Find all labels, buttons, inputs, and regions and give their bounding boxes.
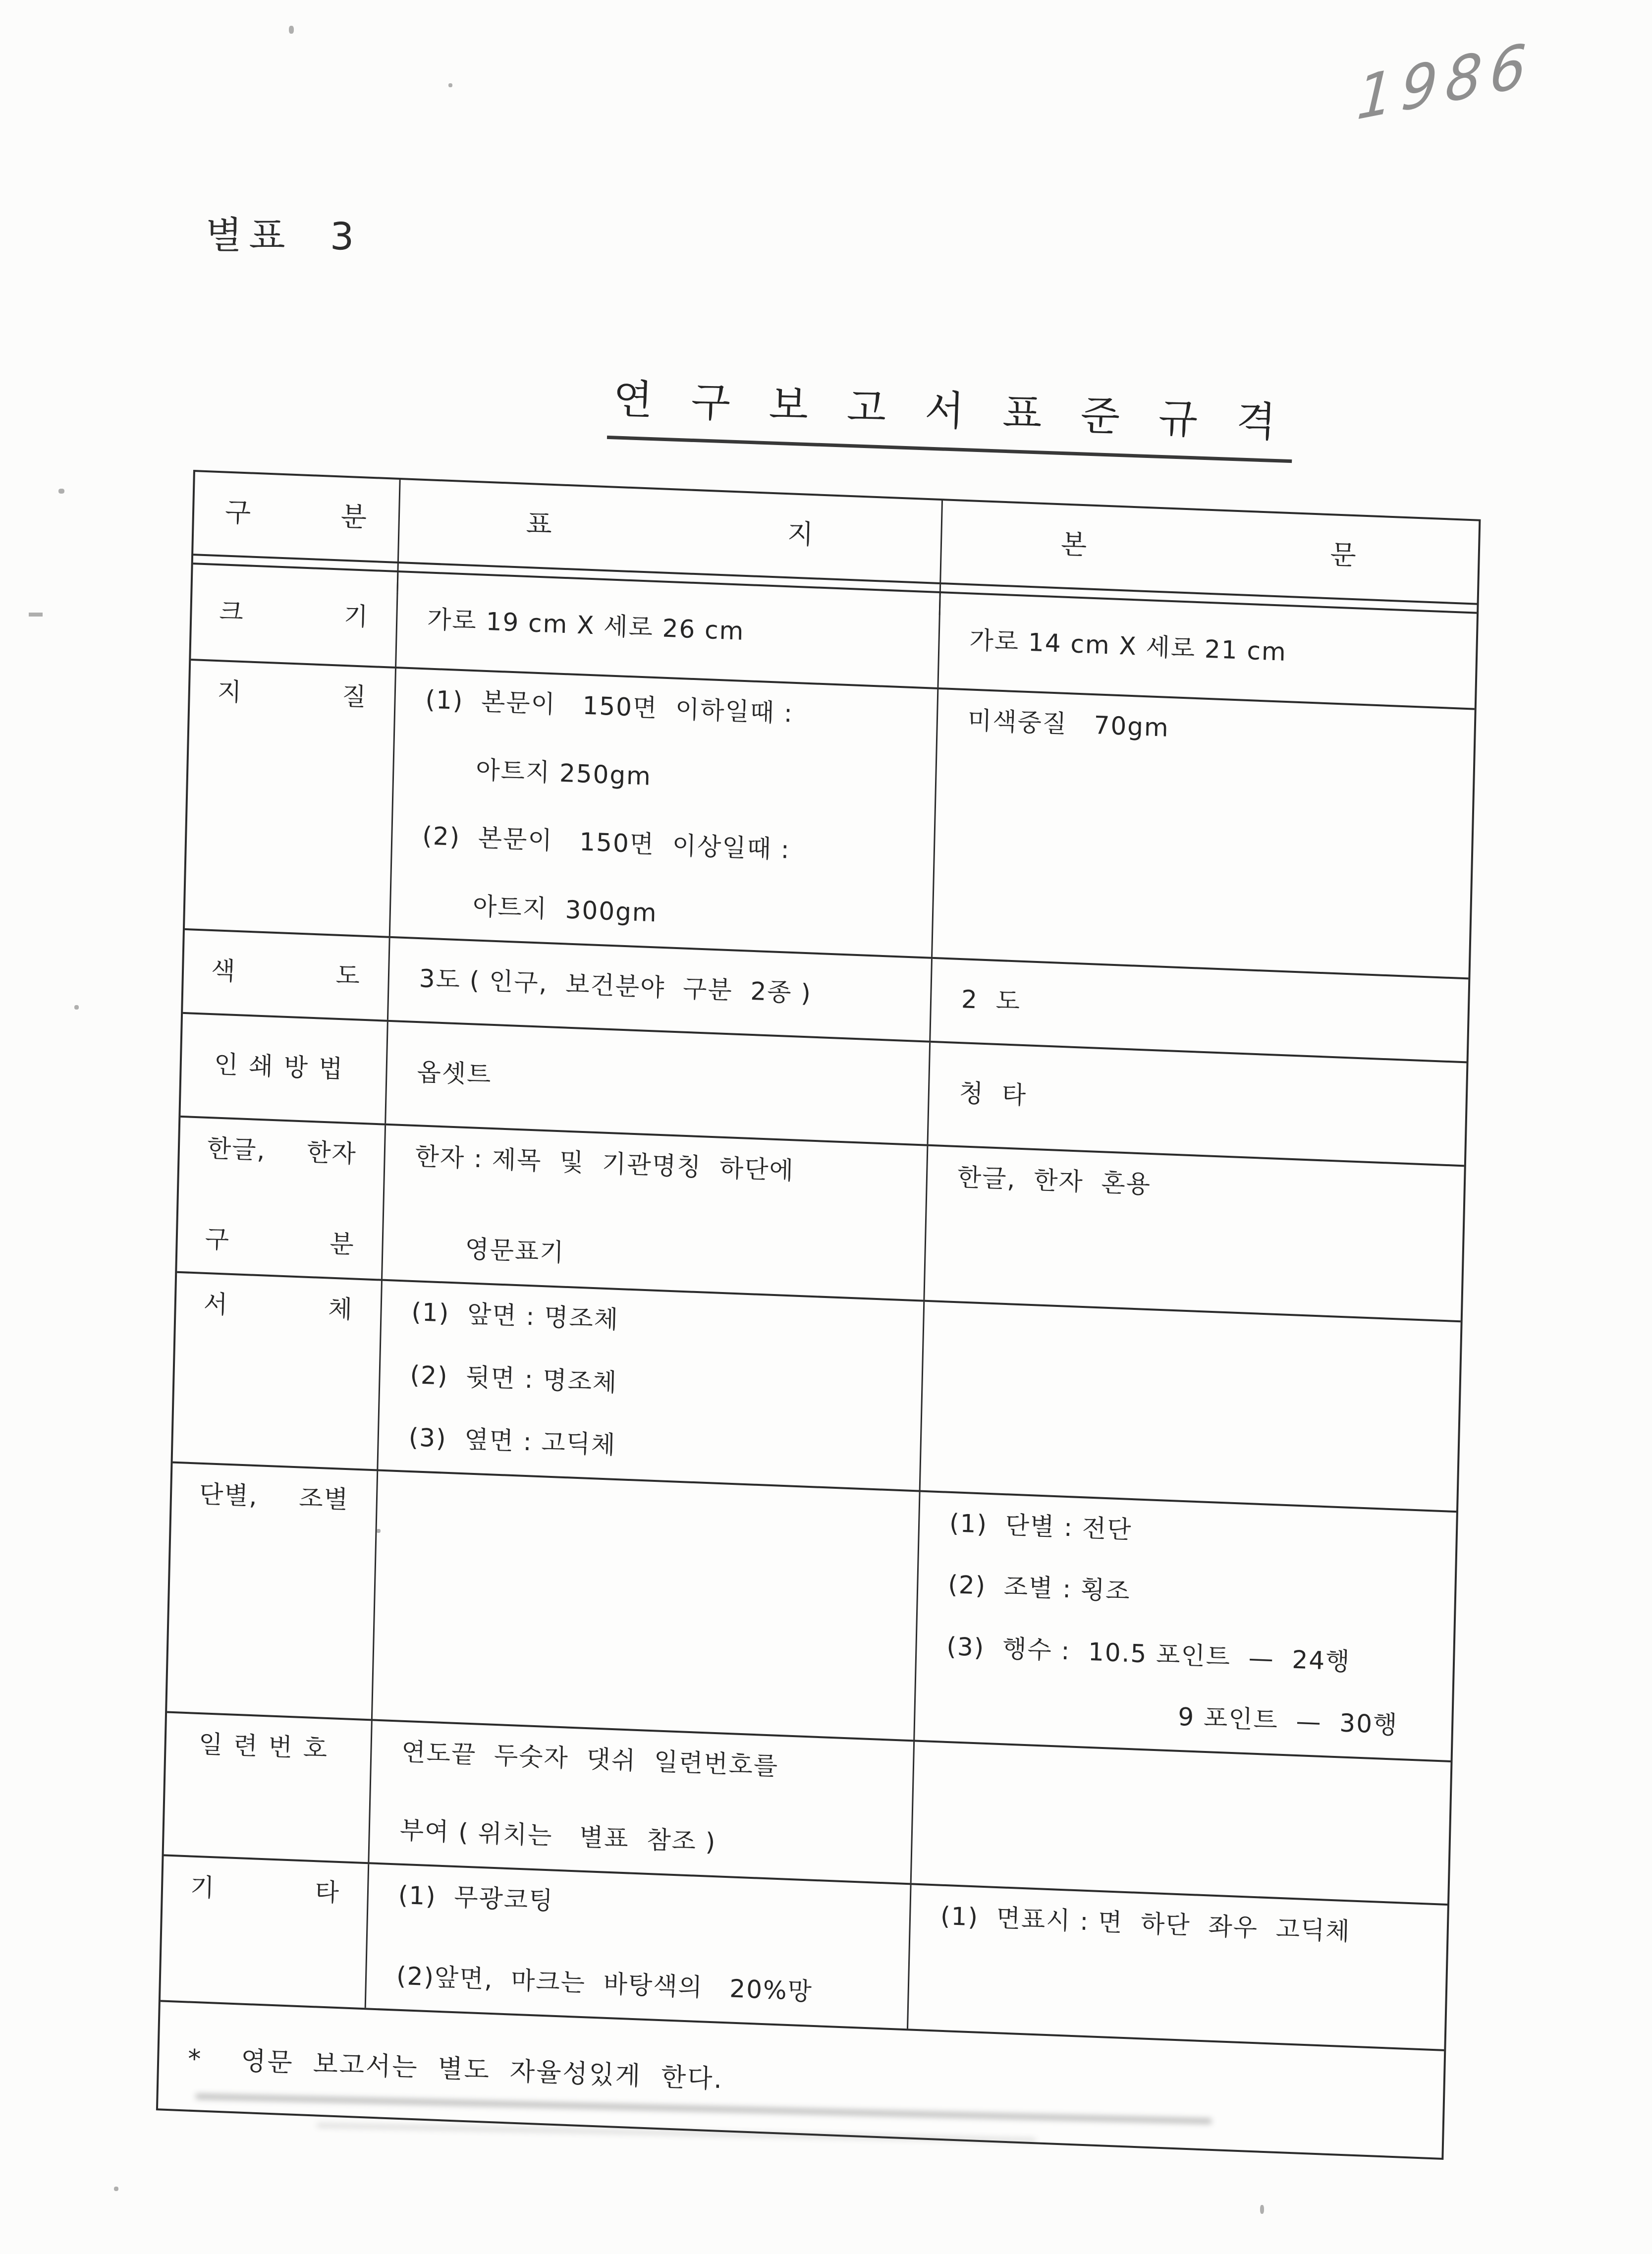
row-label-colors (183, 930, 390, 1020)
scan-speck (58, 489, 64, 494)
cell-line: 연도끝 두숫자 댓쉬 일련번호를 (401, 1737, 779, 1781)
row-label-misc (161, 1856, 369, 2008)
cell-line: (2)앞면, 마크는 바탕색의 20%망 (396, 1961, 813, 2006)
cell-paper-cover (390, 669, 939, 957)
cell-size-cover (396, 572, 941, 687)
row-label-text: 한글, 한자 (207, 1133, 357, 1169)
cell-printing-cover (386, 1022, 931, 1144)
scan-speck (114, 2187, 118, 2191)
cell-line: (1) 면표시 : 면 하단 좌우 고딕체 (940, 1901, 1351, 1946)
cell-line: 옵셋트 (416, 1058, 493, 1089)
cell-line: (1) 단별 : 전단 (949, 1508, 1133, 1545)
cell-line: 부여 ( 위치는 별표 참조 ) (399, 1815, 716, 1857)
row-label-text: 인쇄방법 (214, 1050, 354, 1084)
row-label-paper (185, 661, 396, 936)
cell-typeface-body (921, 1302, 1459, 1511)
cell-serial-cover (369, 1721, 915, 1883)
header-label-category: 구 분 (224, 496, 368, 533)
cell-line: 가로 19 cm X 세로 26 cm (427, 604, 745, 646)
spec-table (156, 470, 1481, 2160)
cell-layout-cover (373, 1471, 921, 1740)
row-label-layout (167, 1464, 378, 1719)
cell-line: (1) 무광코팅 (398, 1880, 554, 1916)
cell-layout-body (915, 1492, 1454, 1760)
handwritten-year-note: 1986 (1355, 29, 1536, 134)
footnote-text: * 영문 보고서는 별도 자율성있게 한다. (187, 2044, 724, 2095)
row-label-text: 색 도 (211, 956, 361, 991)
row-label-text: 서 체 (203, 1289, 354, 1324)
row-label-text: 구 분 (205, 1224, 355, 1259)
scan-speck (1260, 2205, 1264, 2214)
row-label-text: 일련번호 (198, 1730, 338, 1764)
cell-line: (1) 본문이 150면 이하일때 : (425, 685, 794, 728)
cell-typeface-cover (378, 1281, 925, 1490)
row-label-typeface (173, 1273, 383, 1469)
row-label-size (191, 564, 398, 667)
row-label-text: 크 기 (219, 596, 370, 631)
cell-line: (2) 조별 : 횡조 (947, 1570, 1131, 1606)
table-row-layout (167, 1464, 1456, 1762)
cell-paper-body (933, 689, 1473, 977)
cell-hangul-cover (383, 1126, 928, 1300)
header-label-body: 본 문 (1060, 528, 1358, 571)
cell-line: 가로 14 cm X 세로 21 cm (969, 625, 1287, 667)
scan-speck (74, 1005, 79, 1010)
cell-line: 아트지 300gm (472, 892, 658, 928)
appendix-label: 별표 3 (205, 213, 361, 259)
cell-misc-cover (366, 1864, 912, 2029)
row-label-text: 단별, 조별 (199, 1479, 349, 1515)
cell-misc-body (908, 1885, 1445, 2049)
cell-line: 아트지 250gm (475, 755, 652, 791)
cell-line: (1) 앞면 : 명조체 (411, 1297, 619, 1335)
scan-speck (29, 613, 43, 617)
row-label-printing (180, 1014, 388, 1124)
cell-line: 청 타 (959, 1078, 1027, 1110)
cell-line: 한글, 한자 혼용 (957, 1163, 1152, 1199)
scan-speck (377, 1529, 381, 1533)
cell-size-body (938, 593, 1475, 708)
cell-line: 3도 ( 인구, 보건분야 구분 2종 ) (419, 964, 812, 1008)
scan-speck (448, 83, 452, 87)
cell-serial-body (912, 1742, 1449, 1903)
page-title: 연 구 보 고 서 표 준 규 격 (607, 367, 1295, 463)
cell-printing-body (929, 1043, 1465, 1165)
cell-line: 영문표기 (464, 1235, 565, 1267)
cell-line: (3) 옆면 : 고딕체 (408, 1422, 616, 1460)
cell-line: (2) 뒷면 : 명조체 (410, 1360, 618, 1397)
cell-line: (3) 행수 : 10.5 포인트 — 24행 (946, 1632, 1351, 1676)
cell-line: (2) 본문이 150면 이상일때 : (422, 821, 791, 865)
header-label-cover: 표 지 (525, 508, 815, 551)
cell-line: 2 도 (961, 985, 1021, 1016)
cell-line: 미색중질 70gm (967, 706, 1170, 742)
table-row-paper (185, 661, 1475, 979)
scan-speck (289, 26, 294, 34)
cell-hangul-body (925, 1146, 1462, 1320)
cell-line: 한자 : 제목 및 기관명칭 하단에 (415, 1142, 795, 1185)
row-label-text: 기 타 (190, 1872, 340, 1908)
row-label-serial (164, 1713, 373, 1862)
cell-line: 9 포인트 — 30행 (1177, 1702, 1398, 1740)
row-label-text: 지 질 (217, 677, 368, 712)
header-cell-category (193, 472, 400, 562)
row-label-hangul-hanja (177, 1118, 386, 1279)
